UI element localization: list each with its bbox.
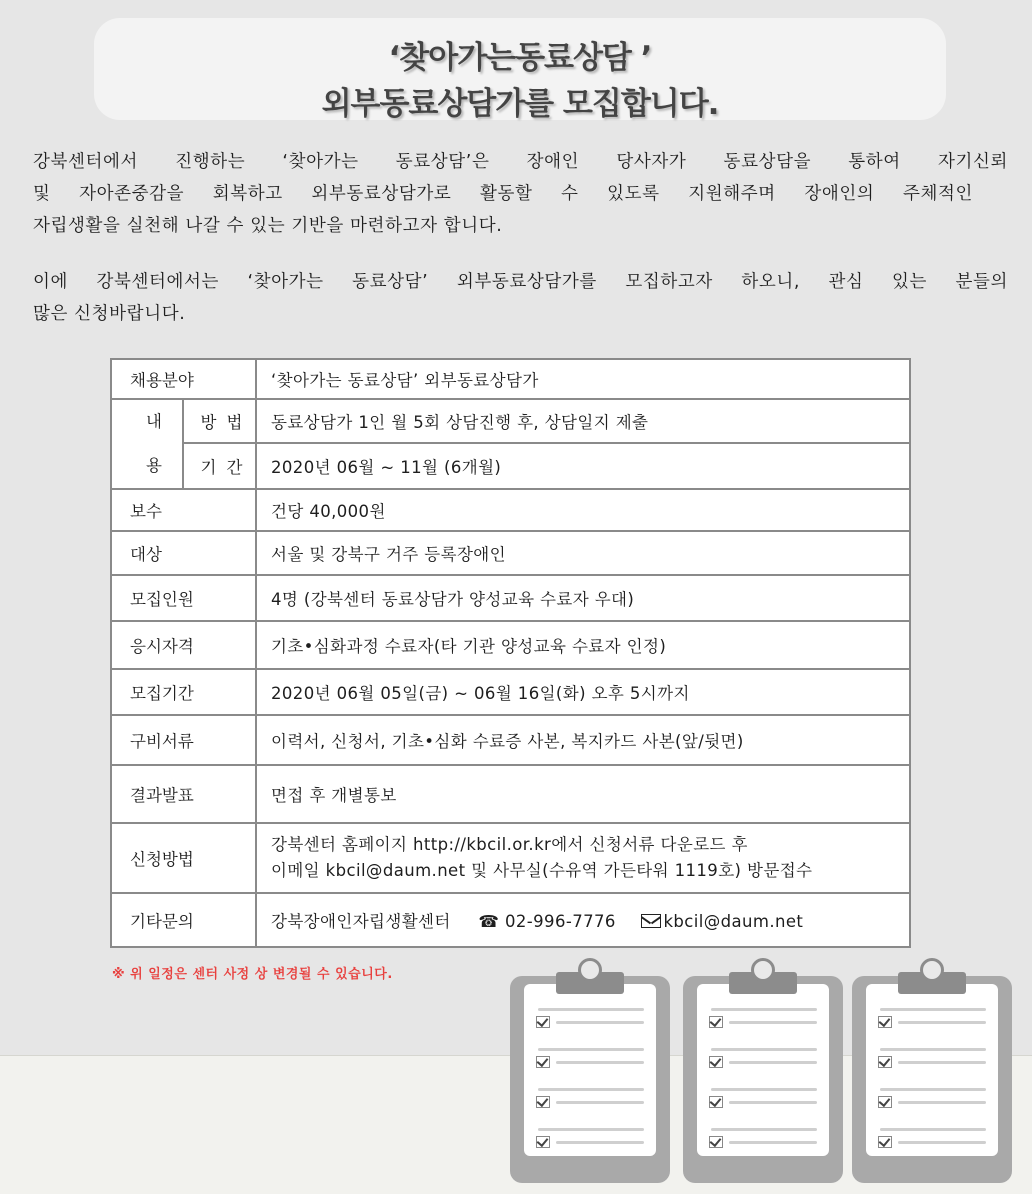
apply-label: 신청방법: [111, 823, 256, 893]
target-value: 서울 및 강북구 거주 등록장애인: [256, 531, 910, 575]
intro-line: 및 자아존중감을 회복하고 외부동료상담가로 활동할 수 있도록 지원해주며 장애인의 주체적인: [33, 184, 973, 204]
result-value: 면접 후 개별통보: [256, 765, 910, 823]
apply-line-2: 이메일 kbcil@daum.net 및 사무실(수유역 가든타워 1119호) 방문접수: [271, 861, 813, 880]
pay-label: 보수: [111, 489, 256, 531]
page-title-line1: ‘찾아가는동료상담 ’: [388, 40, 652, 76]
table-row: [111, 823, 910, 893]
result-label: 결과발표: [111, 765, 256, 823]
content-label-1: 내: [146, 412, 162, 431]
telephone-icon: ☎: [478, 912, 500, 931]
table-row: [111, 399, 910, 443]
clipboard-checklist-icon: [852, 958, 1012, 1183]
intro-line: 이에 강북센터에서는 ‘찾아가는 동료상담’ 외부동료상담가를 모집하고자 하오니, 관심 있는 분들의: [33, 272, 1008, 292]
period-value: 2020년 06월 ~ 11월 (6개월): [256, 443, 910, 489]
recruit-period-label: 모집기간: [111, 669, 256, 715]
intro-line: 많은 신청바랍니다.: [33, 304, 186, 324]
inquiry-value: [256, 893, 910, 947]
content-label: [111, 399, 183, 489]
target-label: 대상: [111, 531, 256, 575]
title-banner: [94, 18, 946, 120]
inquiry-email: kbcil@daum.net: [663, 912, 804, 931]
pay-value: 건당 40,000원: [256, 489, 910, 531]
recruit-period-value: 2020년 06월 05일(금) ~ 06월 16일(화) 오후 5시까지: [256, 669, 910, 715]
table-row: [111, 669, 910, 715]
table-row: [111, 359, 910, 399]
table-row: [111, 765, 910, 823]
recruit-count-value: 4명 (강북센터 동료상담가 양성교육 수료자 우대): [256, 575, 910, 621]
clipboard-checklist-icon: [510, 958, 670, 1183]
method-value: 동료상담가 1인 월 5회 상담진행 후, 상담일지 제출: [256, 399, 910, 443]
field-label: 채용분야: [111, 359, 256, 399]
documents-label: 구비서류: [111, 715, 256, 765]
method-label: 방법: [183, 399, 256, 443]
table-row: [111, 531, 910, 575]
recruitment-info-table: [110, 358, 911, 948]
apply-value: [256, 823, 910, 893]
qualification-value: 기초•심화과정 수료자(타 기관 양성교육 수료자 인정): [256, 621, 910, 669]
intro-paragraph-1: [33, 146, 1008, 242]
intro-paragraph-2: [33, 266, 1008, 330]
content-label-2: 용: [146, 456, 162, 475]
field-value: ‘찾아가는 동료상담’ 외부동료상담가: [256, 359, 910, 399]
inquiry-phone: 02-996-7776: [505, 912, 616, 931]
qualification-label: 응시자격: [111, 621, 256, 669]
clipboard-checklist-icon: [683, 958, 843, 1183]
recruit-count-label: 모집인원: [111, 575, 256, 621]
page-title-line2: 외부동료상담가를 모집합니다.: [321, 86, 719, 122]
schedule-change-note: ※ 위 일정은 센터 사정 상 변경될 수 있습니다.: [112, 967, 393, 982]
table-row: [111, 443, 910, 489]
envelope-icon: [641, 912, 663, 931]
inquiry-label: 기타문의: [111, 893, 256, 947]
inquiry-org: 강북장애인자립생활센터: [271, 912, 451, 931]
table-row: [111, 489, 910, 531]
intro-line: 자립생활을 실천해 나갈 수 있는 기반을 마련하고자 합니다.: [33, 216, 503, 236]
documents-value: 이력서, 신청서, 기초•심화 수료증 사본, 복지카드 사본(앞/뒷면): [256, 715, 910, 765]
table-row: [111, 575, 910, 621]
intro-line: 강북센터에서 진행하는 ‘찾아가는 동료상담’은 장애인 당사자가 동료상담을 통하여 자기신뢰: [33, 152, 1008, 172]
table-row: [111, 621, 910, 669]
table-row: [111, 715, 910, 765]
table-row: [111, 893, 910, 947]
apply-line-1: 강북센터 홈페이지 http://kbcil.or.kr에서 신청서류 다운로드 후: [271, 835, 748, 854]
period-label: 기간: [183, 443, 256, 489]
